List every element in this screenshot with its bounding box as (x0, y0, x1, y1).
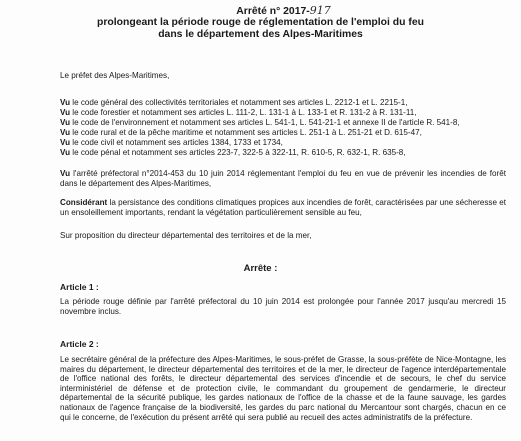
visa-lead: Vu (60, 148, 71, 157)
visa-line (60, 108, 416, 118)
title-prefix: Arrêté n° 2017- (236, 6, 310, 17)
visa-lead: Vu (60, 108, 71, 117)
subtitle-line-2: dans le département des Alpes-Maritimes (158, 28, 363, 40)
visa-text: le code civil et notamment ses articles 1384, 1733 et 1734, (70, 138, 283, 147)
visa-line (60, 118, 460, 128)
title-line (46, 5, 521, 17)
visa-line (60, 98, 407, 108)
proposition-line: Sur proposition du directeur départemental des territoires et de la mer, (60, 231, 312, 240)
visa-text: le code forestier et notamment ses articles L. 111-2, L. 131-1 à L. 133-1 et R. 131-2 à R. 131-11, (70, 108, 417, 117)
considerant-text: la persistance des conditions climatiques propices aux incendies de forêt, caractérisées par une sécheresse et un ensoleillement importants, rendant la végétation particulièrement sensible au feu, (60, 198, 506, 217)
arrete-heading: Arrête : (243, 263, 278, 274)
vu-arrete-paragraph (60, 169, 506, 188)
intro-prefect: Le préfet des Alpes-Maritimes, (60, 71, 170, 80)
visa-text: le code rural et de la pêche maritime et notamment ses articles L. 251-1 à L. 251-21 et D. 615-47, (70, 128, 422, 137)
subtitle-line-1: prolongeant la période rouge de réglementation de l'emploi du feu (97, 17, 424, 29)
vu-lead: Vu (60, 169, 71, 178)
document-title (0, 5, 521, 40)
article-1-title: Article 1 : (60, 282, 99, 292)
visa-lead: Vu (60, 128, 71, 137)
handwritten-number: 917 (309, 4, 331, 17)
visa-lead: Vu (60, 98, 71, 107)
visa-lead: Vu (60, 138, 71, 147)
considerant-paragraph (60, 198, 506, 217)
considerant-lead: Considérant (60, 198, 108, 207)
visa-line (60, 148, 406, 158)
visa-line (60, 128, 422, 138)
article-1-text: La période rouge définie par l'arrêté préfectoral du 10 juin 2014 est prolongée pour l'année 2017 jusqu'au mercredi 15 novembre inclus. (60, 297, 506, 316)
visa-text: le code pénal et notamment ses articles 223-7, 322-5 à 322-11, R. 610-5, R. 632-1, R. 635-8, (70, 148, 406, 157)
visa-lead: Vu (60, 118, 71, 127)
visa-text: le code de l'environnement et notamment ses articles L. 541-1, L. 541-21-1 et annexe II de l'article R. 541-8, (70, 118, 460, 127)
visa-line (60, 138, 283, 148)
visa-text: le code général des collectivités territoriales et notamment ses articles L. 2212-1 et L. 2215-1, (70, 98, 408, 107)
article-2-title: Article 2 : (60, 339, 99, 349)
vu-arrete-text: l'arrêté préfectoral n°2014-453 du 10 juin 2014 réglementant l'emploi du feu en vue de prévenir les incendies de forêt dans le département des Alpes-Maritimes, (60, 169, 506, 188)
article-2-text: Le secrétaire général de la préfecture des Alpes-Maritimes, le sous-préfet de Grasse, la sous-préfète de Nice-Montagne, les maires du département, le directeur départemental des territoires et de la mer, le directeur de l'agence interdépartementale de l'office national des forêts, le directeur départemental des services d'incendie et de secours, le chef du service interministériel de défense et de protection civile, le commandant du groupement de gendarmerie, le directeur départemental de la sécurité publique, les gardes nationaux de l'office de la chasse et de la faune sauvage, les gardes nationaux de l'agence française de la biodiversité, les gardes du parc national du Mercantour sont chargés, chacun en ce qui le concerne, de l'exécution du présent arrêté qui sera publié au recueil des actes administratifs de la préfecture. (60, 355, 506, 422)
